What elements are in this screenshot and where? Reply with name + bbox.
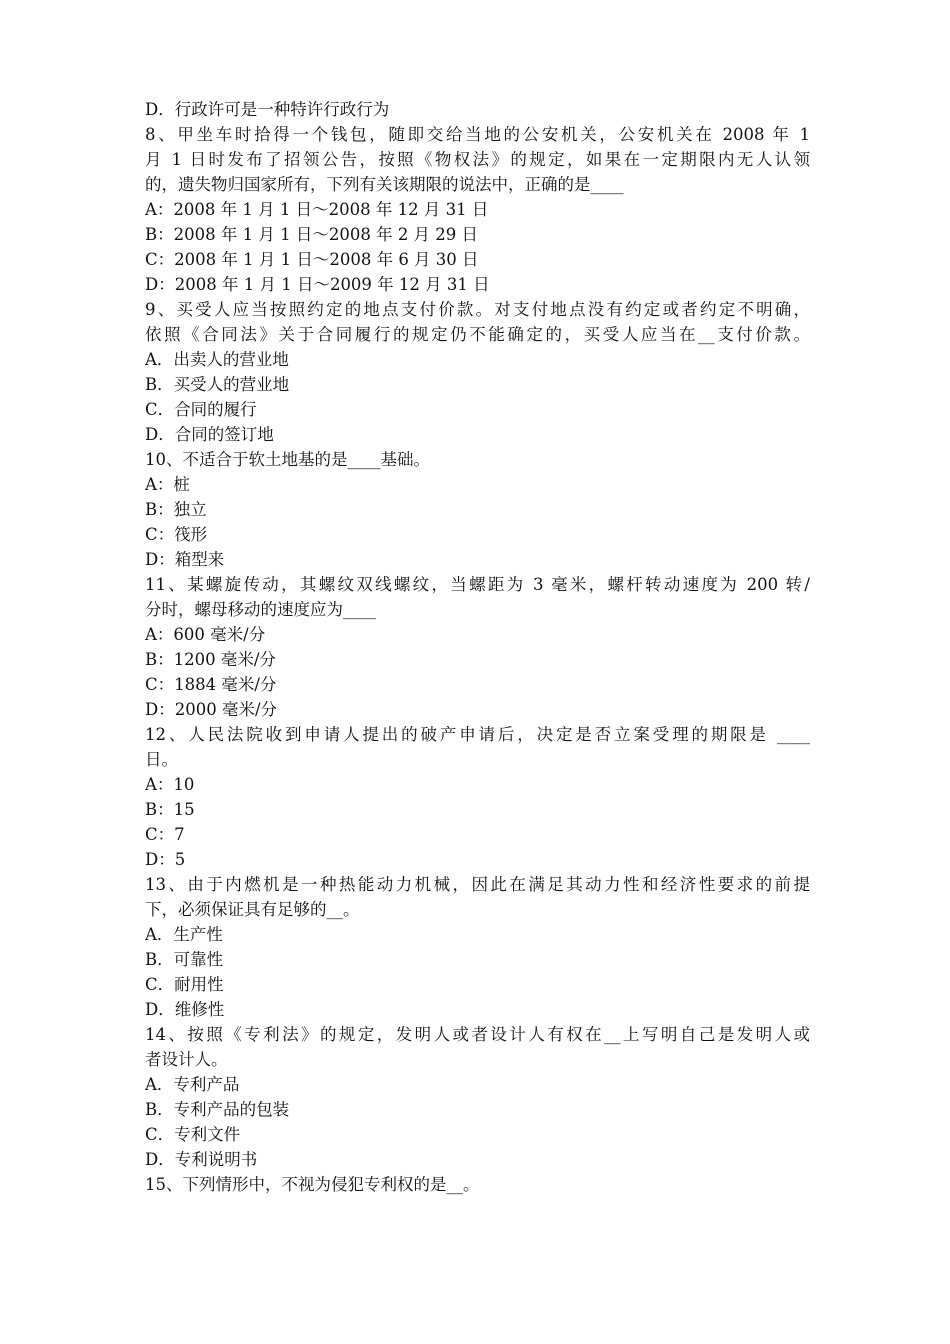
option-13b: B．可靠性 bbox=[145, 950, 224, 969]
question-12-line-1: 12、人民法院收到申请人提出的破产申请后，决定是否立案受理的期限是 ____ bbox=[145, 725, 810, 744]
option-9c: C．合同的履行 bbox=[145, 400, 257, 419]
question-14-line-1: 14、按照《专利法》的规定，发明人或者设计人有权在__上写明自己是发明人或 bbox=[145, 1025, 810, 1044]
question-15: 15、下列情形中，不视为侵犯专利权的是__。 bbox=[145, 1175, 480, 1194]
option-13c: C．耐用性 bbox=[145, 975, 224, 994]
option-8d: D：2008 年 1 月 1 日～2009 年 12 月 31 日 bbox=[145, 275, 490, 294]
option-11b: B：1200 毫米/分 bbox=[145, 650, 276, 669]
option-9d: D．合同的签订地 bbox=[145, 425, 274, 444]
option-14b: B．专利产品的包装 bbox=[145, 1100, 290, 1119]
question-9-line-2: 依照《合同法》关于合同履行的规定仍不能确定的，买受人应当在__支付价款。 bbox=[145, 325, 810, 344]
option-14c: C．专利文件 bbox=[145, 1125, 241, 1144]
question-9-line-1: 9、买受人应当按照约定的地点支付价款。对支付地点没有约定或者约定不明确， bbox=[145, 300, 810, 319]
option-10c: C：筏形 bbox=[145, 525, 208, 544]
question-8-line-3: 的，遗失物归国家所有，下列有关该期限的说法中，正确的是____ bbox=[145, 175, 624, 194]
question-8-line-2: 月 1 日时发布了招领公告，按照《物权法》的规定，如果在一定期限内无人认领 bbox=[145, 150, 810, 169]
document-page bbox=[145, 97, 810, 1197]
option-10a: A：桩 bbox=[145, 475, 190, 494]
option-9a: A．出卖人的营业地 bbox=[145, 350, 289, 369]
question-11-line-1: 11、某螺旋传动，其螺纹双线螺纹，当螺距为 3 毫米，螺杆转动速度为 200 转/ bbox=[145, 575, 810, 594]
option-8c: C：2008 年 1 月 1 日～2008 年 6 月 30 日 bbox=[145, 250, 479, 269]
question-13-line-1: 13、由于内燃机是一种热能动力机械，因此在满足其动力性和经济性要求的前提 bbox=[145, 875, 810, 894]
option-8b: B：2008 年 1 月 1 日～2008 年 2 月 29 日 bbox=[145, 225, 479, 244]
question-8-line-1: 8、甲坐车时拾得一个钱包，随即交给当地的公安机关，公安机关在 2008 年 1 bbox=[145, 125, 810, 144]
option-12a: A：10 bbox=[145, 775, 195, 794]
option-11a: A：600 毫米/分 bbox=[145, 625, 266, 644]
option-13d: D．维修性 bbox=[145, 1000, 225, 1019]
question-13-line-2: 下，必须保证具有足够的__。 bbox=[145, 900, 360, 919]
question-11-line-2: 分时，螺母移动的速度应为____ bbox=[145, 600, 376, 619]
question-14-line-2: 者设计人。 bbox=[145, 1050, 228, 1069]
option-11d: D：2000 毫米/分 bbox=[145, 700, 278, 719]
question-10: 10、不适合于软土地基的是____基础。 bbox=[145, 450, 430, 469]
option-10b: B：独立 bbox=[145, 500, 207, 519]
option-12d: D：5 bbox=[145, 850, 186, 869]
option-12b: B：15 bbox=[145, 800, 195, 819]
option-10d: D：箱型来 bbox=[145, 550, 225, 569]
option-7d: D．行政许可是一种特许行政行为 bbox=[145, 100, 390, 119]
option-11c: C：1884 毫米/分 bbox=[145, 675, 277, 694]
option-9b: B．买受人的营业地 bbox=[145, 375, 290, 394]
option-14d: D．专利说明书 bbox=[145, 1150, 258, 1169]
option-14a: A．专利产品 bbox=[145, 1075, 240, 1094]
option-13a: A．生产性 bbox=[145, 925, 223, 944]
option-12c: C：7 bbox=[145, 825, 185, 844]
option-8a: A：2008 年 1 月 1 日～2008 年 12 月 31 日 bbox=[145, 200, 489, 219]
question-12-line-2: 日。 bbox=[145, 750, 178, 769]
